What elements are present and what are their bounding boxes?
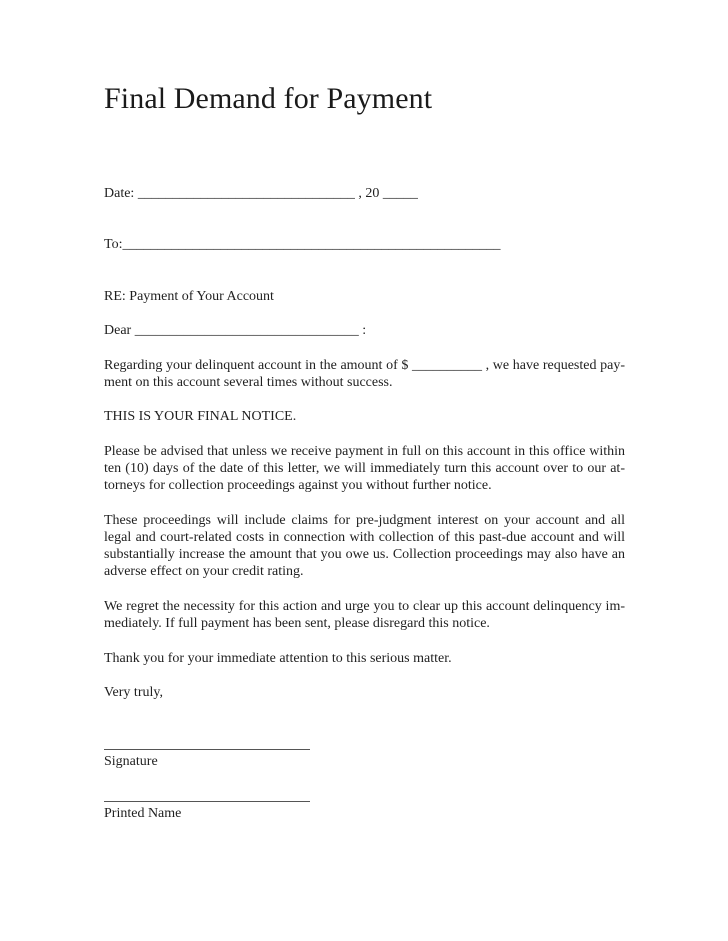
re-line: RE: Payment of Your Account [104,289,274,304]
paragraph-line: adverse effect on your credit rating. [104,564,304,579]
paragraph-advised [104,443,625,494]
paragraph-line: ten (10) days of the date of this letter, we will immediately turn this account over to our at- [104,461,625,476]
signature-label: Signature [104,754,158,769]
paragraph-line: Thank you for your immediate attention to this serious matter. [104,651,452,666]
paragraph-amount [104,357,625,391]
paragraph-line: torneys for collection proceedings against you without further notice. [104,478,492,493]
paragraph-line: Please be advised that unless we receive payment in full on this account in this office within [104,444,625,459]
paragraph-thanks [104,650,625,667]
paragraph-line: These proceedings will include claims for pre-judgment interest on your account and all [104,513,625,528]
paragraph-line: ment on this account several times without success. [104,375,393,390]
signature-line [104,749,310,750]
paragraph-line: substantially increase the amount that you owe us. Collection proceedings may also have an [104,547,625,562]
paragraph-line: mediately. If full payment has been sent, please disregard this notice. [104,616,490,631]
salutation: Dear ________________________________ : [104,323,367,338]
final-notice [104,408,625,425]
paragraph-line: THIS IS YOUR FINAL NOTICE. [104,409,297,424]
date-line: Date: _______________________________ , 20 _____ [104,186,418,201]
printed-name-line [104,801,310,802]
paragraph-regret [104,598,625,632]
to-line: To:______________________________________________________ [104,237,501,252]
closing: Very truly, [104,685,163,700]
paragraph-proceedings [104,512,625,580]
paragraph-line: Regarding your delinquent account in the amount of $ __________ , we have requested pay- [104,358,625,373]
paragraph-line: We regret the necessity for this action and urge you to clear up this account delinquency im- [104,599,625,614]
document-title: Final Demand for Payment [104,82,433,115]
paragraph-line: legal and court-related costs in connection with collection of this past-due account and will [104,530,625,545]
printed-name-label: Printed Name [104,806,182,821]
